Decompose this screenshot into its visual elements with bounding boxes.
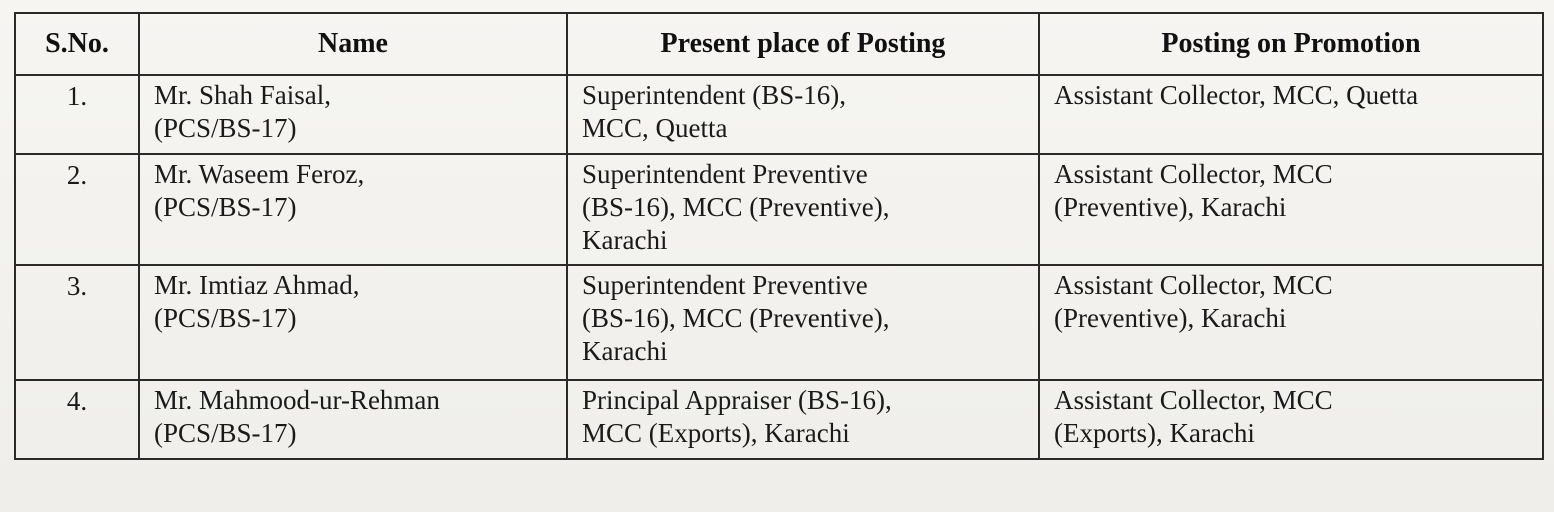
cell-present-posting [567,265,1039,380]
grade-line: (PCS/BS-17) [154,113,297,143]
promotion-line: Assistant Collector, MCC [1054,385,1333,415]
table-row [15,380,1543,459]
table-row [15,265,1543,380]
cell-promotion-posting [1039,154,1543,265]
cell-name [139,380,567,459]
cell-promotion-posting [1039,380,1543,459]
grade-line: (PCS/BS-17) [154,192,297,222]
cell-promotion-posting [1039,265,1543,380]
name-line: Mr. Shah Faisal, [154,80,332,110]
cell-present-posting [567,75,1039,154]
name-line: Mr. Imtiaz Ahmad, [154,270,360,300]
promotion-line: (Preventive), Karachi [1054,303,1287,333]
promotion-line: Assistant Collector, MCC [1054,270,1333,300]
present-line: Karachi [582,225,668,255]
present-line: Superintendent (BS-16), [582,80,846,110]
cell-name [139,154,567,265]
name-line: Mr. Mahmood-ur-Rehman [154,385,440,415]
cell-sno: 4. [15,380,139,459]
cell-promotion-posting [1039,75,1543,154]
grade-line: (PCS/BS-17) [154,418,297,448]
name-line: Mr. Waseem Feroz, [154,159,365,189]
table-header-row [15,13,1543,75]
present-line: Superintendent Preventive [582,270,868,300]
grade-line: (PCS/BS-17) [154,303,297,333]
promotion-line: Assistant Collector, MCC, Quetta [1054,80,1419,110]
cell-sno: 1. [15,75,139,154]
present-line: Principal Appraiser (BS-16), [582,385,892,415]
header-sno: S.No. [15,13,139,75]
header-present-posting: Present place of Posting [567,13,1039,75]
header-name: Name [139,13,567,75]
present-line: Karachi [582,336,668,366]
table-row [15,154,1543,265]
cell-name [139,75,567,154]
postings-table [14,12,1544,460]
cell-present-posting [567,154,1039,265]
cell-sno: 2. [15,154,139,265]
table-row [15,75,1543,154]
present-line: Superintendent Preventive [582,159,868,189]
present-line: MCC, Quetta [582,113,728,143]
cell-name [139,265,567,380]
cell-present-posting [567,380,1039,459]
present-line: MCC (Exports), Karachi [582,418,850,448]
promotion-line: (Exports), Karachi [1054,418,1255,448]
cell-sno: 3. [15,265,139,380]
header-promotion-posting: Posting on Promotion [1039,13,1543,75]
present-line: (BS-16), MCC (Preventive), [582,303,890,333]
present-line: (BS-16), MCC (Preventive), [582,192,890,222]
promotion-line: Assistant Collector, MCC [1054,159,1333,189]
promotion-line: (Preventive), Karachi [1054,192,1287,222]
